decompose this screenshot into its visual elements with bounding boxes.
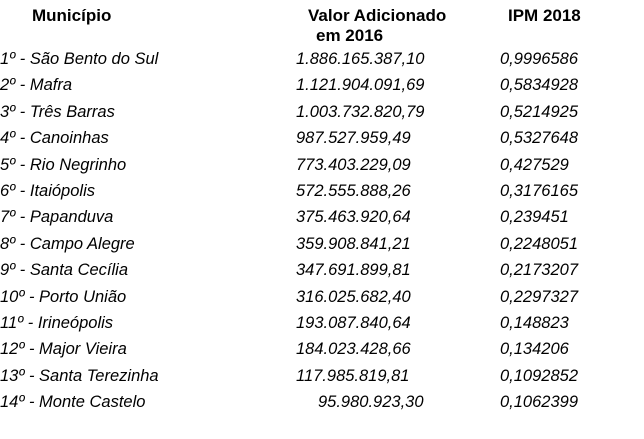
table-row	[0, 257, 644, 283]
table-row	[0, 125, 644, 151]
cell-municipio: 5º - Rio Negrinho	[0, 155, 127, 174]
cell-valor: 572.555.888,26	[296, 182, 411, 201]
cell-ipm: 0,134206	[500, 340, 569, 359]
table-row	[0, 363, 644, 389]
cell-ipm: 0,427529	[500, 155, 569, 174]
table-row	[0, 152, 644, 178]
table-row	[0, 178, 644, 204]
cell-valor: 1.886.165.387,10	[296, 50, 425, 68]
table-row	[0, 72, 644, 98]
cell-valor: 1.121.904.091,69	[296, 76, 425, 95]
table-body	[0, 46, 644, 416]
column-header-valor-adicionado	[296, 6, 500, 46]
table-row	[0, 336, 644, 362]
cell-valor: 359.908.841,21	[296, 234, 411, 253]
cell-municipio: 4º - Canoinhas	[0, 129, 109, 148]
column-header-municipio: Município	[32, 6, 112, 25]
table-row	[0, 46, 644, 72]
cell-valor: 193.087.840,64	[296, 314, 411, 333]
cell-ipm: 0,148823	[500, 314, 569, 333]
cell-valor: 117.985.819,81	[296, 366, 410, 385]
cell-ipm: 0,2248051	[500, 234, 578, 253]
cell-valor: 184.023.428,66	[296, 340, 411, 359]
cell-municipio: 13º - Santa Terezinha	[0, 366, 159, 385]
cell-ipm: 0,1062399	[500, 393, 578, 412]
table-row	[0, 231, 644, 257]
cell-valor: 1.003.732.820,79	[296, 102, 425, 121]
table-header	[0, 6, 644, 46]
column-header-ipm: IPM 2018	[508, 6, 581, 25]
municipality-ranking-table	[0, 6, 644, 416]
column-header-valor-line1: Valor Adicionado	[308, 6, 447, 25]
table-row	[0, 310, 644, 336]
cell-municipio: 9º - Santa Cecília	[0, 261, 129, 280]
cell-municipio: 14º - Monte Castelo	[0, 393, 146, 412]
cell-valor: 987.527.959,49	[296, 129, 411, 148]
cell-municipio: 6º - Itaiópolis	[0, 182, 95, 201]
cell-municipio: 3º - Três Barras	[0, 102, 115, 121]
cell-valor: 95.980.923,30	[318, 393, 424, 412]
cell-ipm: 0,1092852	[500, 366, 578, 385]
table-row	[0, 204, 644, 230]
cell-valor: 316.025.682,40	[296, 287, 411, 306]
cell-municipio: 7º - Papanduva	[0, 208, 114, 227]
cell-valor: 773.403.229,09	[296, 155, 411, 174]
cell-ipm: 0,5214925	[500, 102, 578, 121]
column-header-valor-line2: em 2016	[316, 26, 384, 45]
cell-municipio: 8º - Campo Alegre	[0, 234, 135, 253]
cell-ipm: 0,5327648	[500, 129, 578, 148]
cell-ipm: 0,2173207	[500, 261, 578, 280]
cell-valor: 347.691.899,81	[296, 261, 411, 280]
cell-municipio: 10º - Porto União	[0, 287, 127, 306]
table-row	[0, 389, 644, 415]
cell-ipm: 0,239451	[500, 208, 569, 227]
cell-ipm: 0,5834928	[500, 76, 578, 95]
cell-ipm: 0,2297327	[500, 287, 578, 306]
cell-ipm: 0,3176165	[500, 182, 578, 201]
table-row	[0, 99, 644, 125]
cell-municipio: 1º - São Bento do Sul	[0, 50, 159, 68]
cell-valor: 375.463.920,64	[296, 208, 411, 227]
table-header-row	[0, 6, 644, 46]
cell-municipio: 11º - Irineópolis	[0, 314, 114, 333]
cell-ipm: 0,9996586	[500, 50, 578, 68]
table-row	[0, 284, 644, 310]
cell-municipio: 12º - Major Vieira	[0, 340, 127, 359]
cell-municipio: 2º - Mafra	[0, 76, 73, 95]
